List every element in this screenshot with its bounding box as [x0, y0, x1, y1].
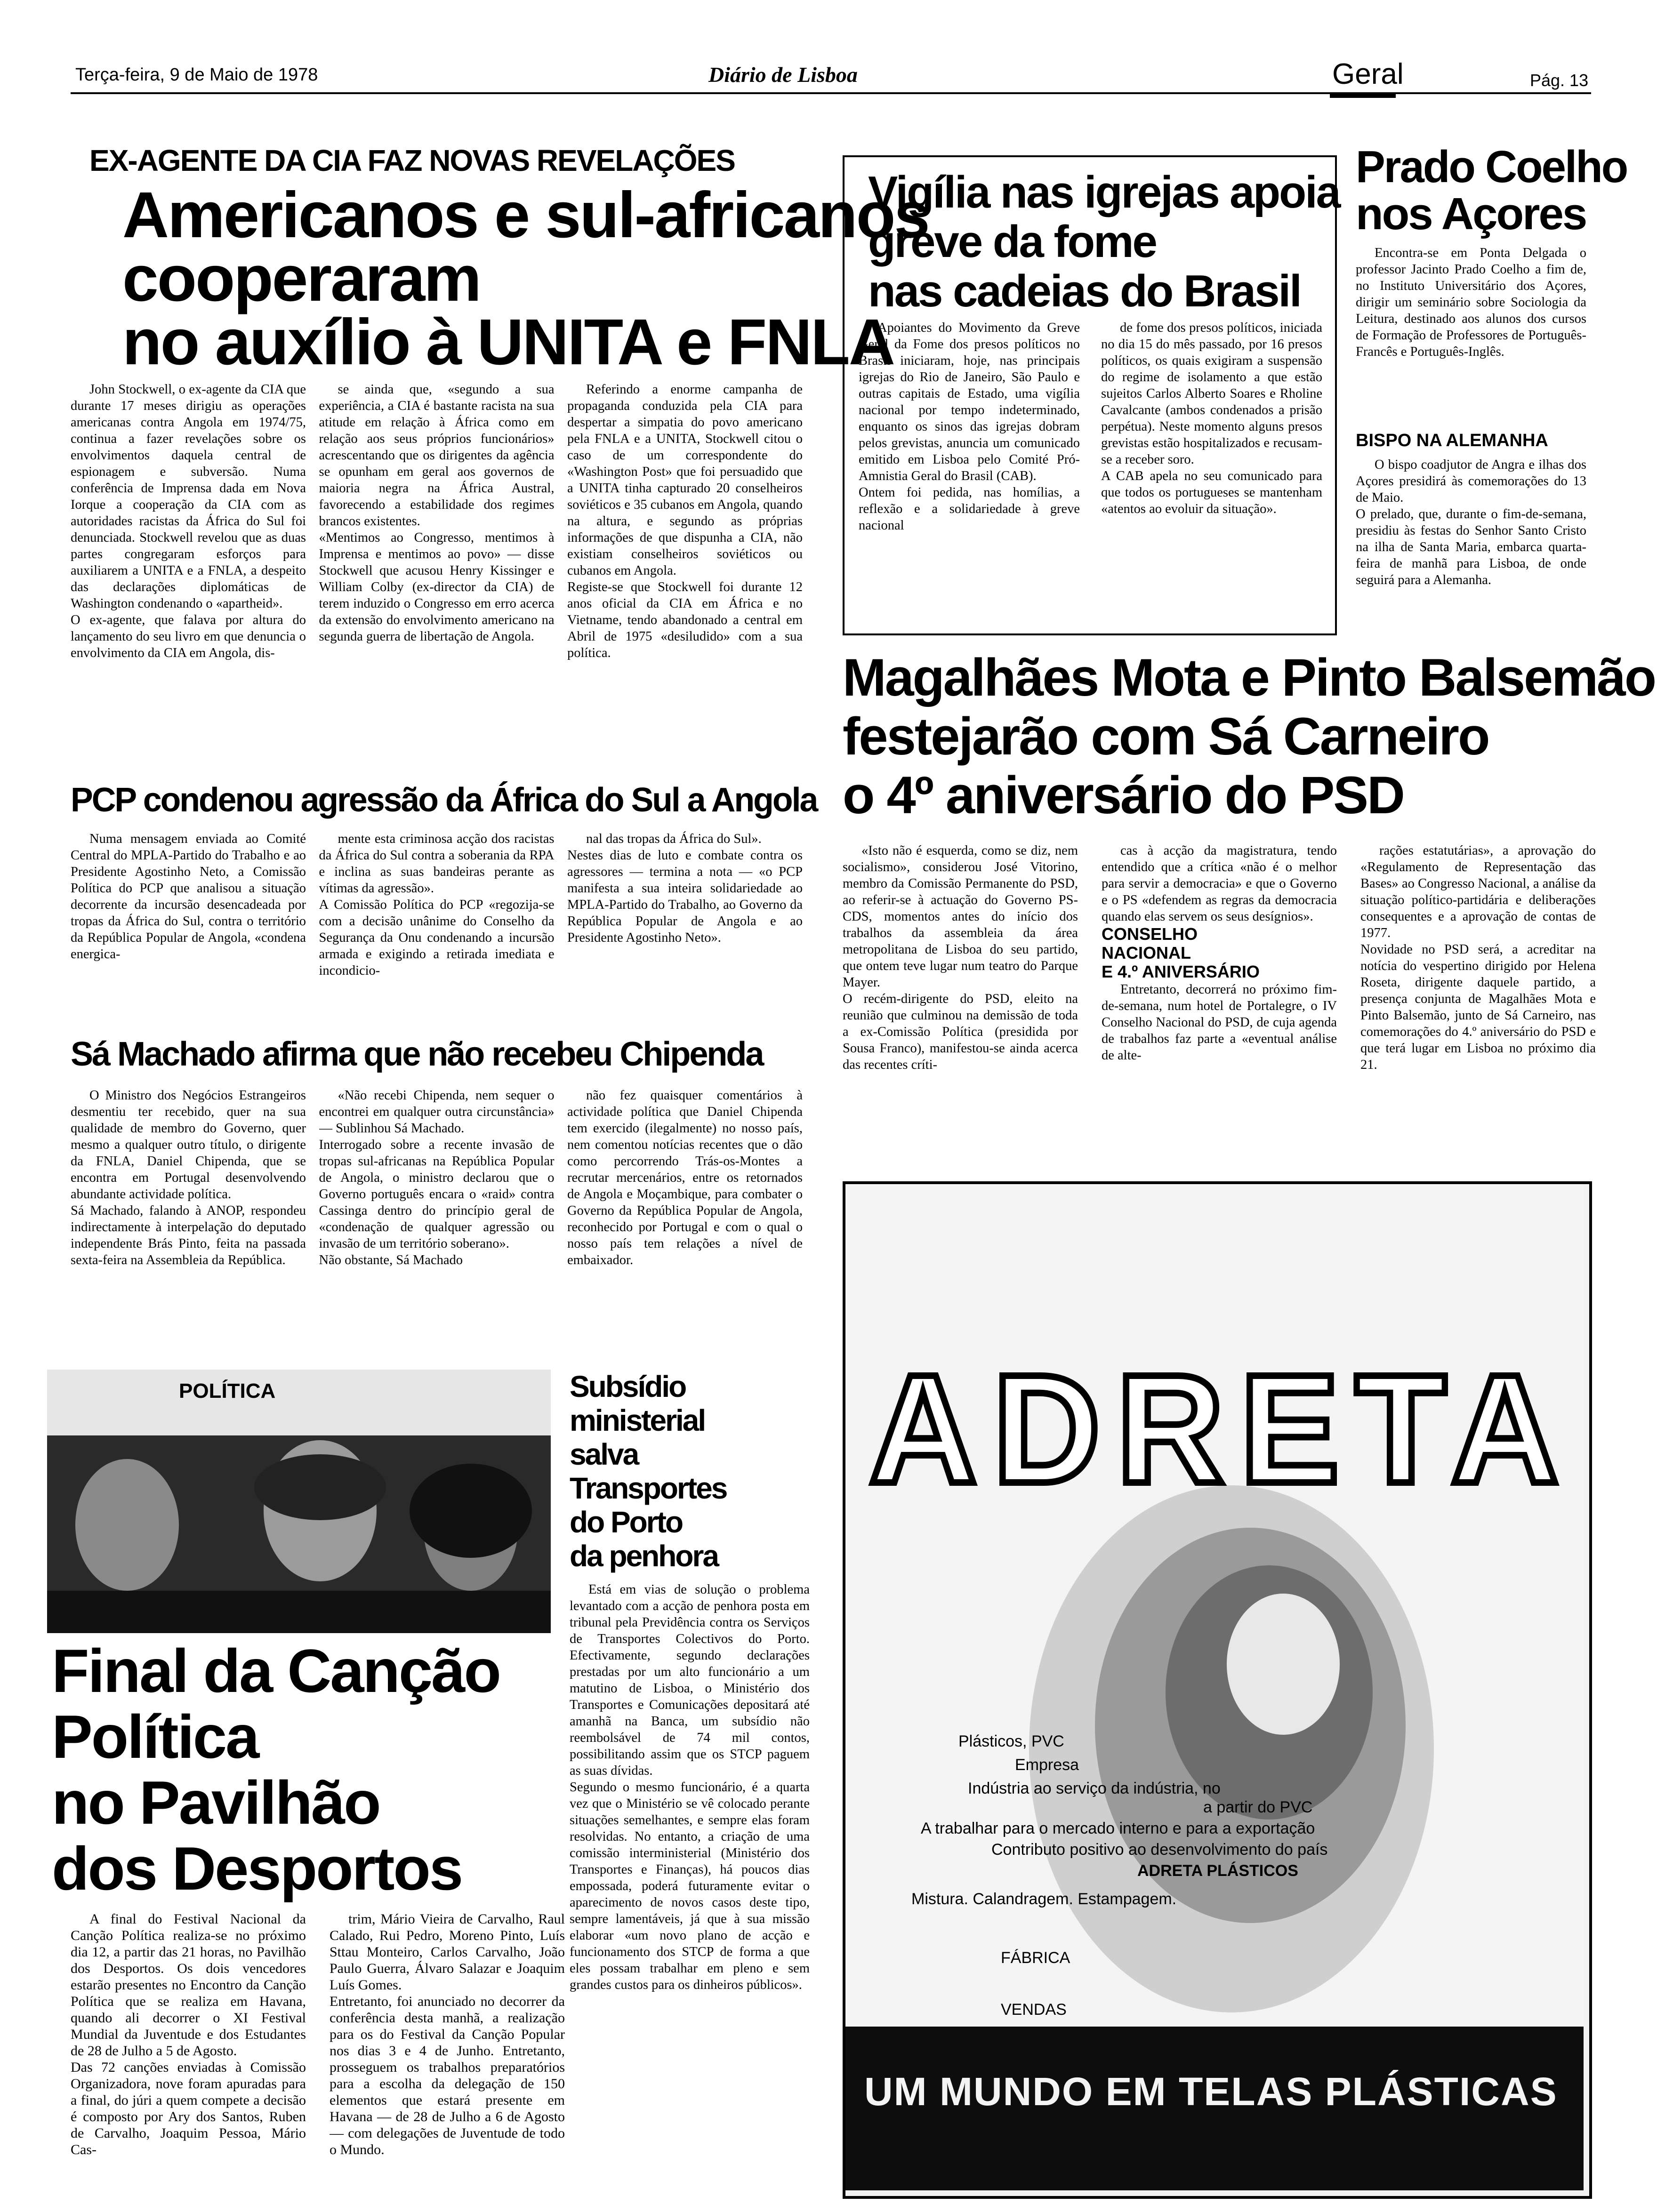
column [1102, 842, 1337, 1170]
article-body [843, 842, 1596, 1170]
headline-line3: salva [570, 1437, 638, 1471]
column [1360, 842, 1596, 1170]
column [71, 1087, 306, 1358]
headline-line2: cooperaram [122, 242, 480, 315]
headline: PCP condenou agressão da África do Sul a Angola [71, 781, 817, 819]
headline-line2: greve da fome [868, 216, 1156, 267]
article-prado [1356, 142, 1627, 673]
column [319, 831, 555, 1019]
headline-line3: no Pavilhão [52, 1768, 380, 1837]
article-body [71, 1911, 565, 2203]
press-conference-photo [47, 1370, 551, 1633]
ad-text: VENDAS [1001, 2001, 1067, 2019]
ad-text: Contributo positivo ao desenvolvimento do país [991, 1841, 1328, 1859]
column [859, 320, 1080, 625]
article-subsidio [565, 1370, 819, 2203]
paragraph: Referindo a enorme campanha de propaganda conduzida pela CIA para despertar a simpatia do povo americano pela FNLA e a UNITA, Stockwell citou o caso de um correspondente do «Washington Post» que foi persuadido que a UNITA tinha capturado 20 conselheiros soviéticos e 35 cubanos em Angola, quando na altura, e segundo as próprias informações de que dispunha a CIA, não existiam conselheiros soviéticos ou cubanos em Angola. Registe-se que Stockwell foi durante 12 anos oficial da CIA em África e no Vietname, tendo abandonado a central em Abril de 1975 «desiludido» com a sua política. [567, 382, 803, 660]
headline-line1: Americanos e sul-africanos [122, 179, 929, 251]
ad-text: ADRETA PLÁSTICOS [1137, 1862, 1298, 1880]
paragraph: rações estatutárias», a aprovação do «Regulamento de Representação das Bases» ao Congresso Nacional, a análise da situação político-partidária e deliberações consequentes e a aprovação de contas de 1977. Novidade no PSD será, a acreditar na notícia do vespertino dirigido por Helena Roseta, dirigente daquele partido, a presença conjunta de Magalhães Mota e Pinto Balsemão, junto de Sá Carneiro, nas comemorações do 4.º aniversário do PSD e que terá lugar em Lisboa no próximo dia 21. [1360, 843, 1596, 1072]
page-number: Pág. 13 [1530, 71, 1589, 90]
article-body [859, 320, 1322, 625]
column [330, 1911, 565, 2203]
headline-line6: da penhora [570, 1539, 718, 1573]
paragraph: Numa mensagem enviada ao Comité Central do MPLA-Partido do Trabalho e ao Presidente Agostinho Neto, a Comissão Política do PCP que analisou a situação decorrente da incursão desencadeada por tropas da África do Sul, contra o território da República Popular de Angola, «condena energica- [71, 832, 306, 962]
paragraph: John Stockwell, o ex-agente da CIA que durante 17 meses dirigiu as operações americanas contra Angola em 1974/75, continua a fazer revelações sobre os envolvimentos daquela central de espionagem e subversão. Numa conferência de Imprensa dada em Nova Iorque a cooperação da CIA com as autoridades racistas da África do Sul foi denunciada. Stockwell revelou que as duas partes congregaram esforços para auxiliarem a UNITA e a FNLA, a despeito das declarações diplomáticas de Washington condenando o «apartheid». O ex-agente, que falava por altura do lançamento do seu livro em que denuncia o envolvimento da CIA em Angola, dis- [71, 382, 306, 660]
ad-text: FÁBRICA [1001, 1949, 1070, 1967]
article-body [71, 1087, 803, 1358]
paragraph: Entretanto, decorrerá no próximo fim-de-semana, num hotel de Portalegre, o IV Conselho Nacional do PSD, de cuja agenda de trabalhos faz parte a «eventual análise de alte- [1102, 982, 1337, 1063]
headline-line1: Subsídio [570, 1370, 686, 1403]
masthead: Diário de Lisboa [708, 63, 858, 87]
column [319, 381, 555, 769]
column [71, 1911, 306, 2203]
headline-line4: dos Desportos [52, 1834, 462, 1903]
headline-line4: Transportes [570, 1471, 727, 1505]
paragraph: «Isto não é esquerda, como se diz, nem socialismo», considerou José Vitorino, membro da Comissão Permanente do PSD, ao referir-se à actuação do Governo PS-CDS, momentos antes do início dos trabalhos da assembleia da área metropolitana de Lisboa do seu partido, que ontem teve lugar num teatro do Parque Mayer. O recém-dirigente do PSD, eleito na reunião que culminou na demissão de toda a ex-Comissão Política (presidida por Sousa Franco), manifestou-se ainda acerca das recentes críti- [843, 843, 1078, 1072]
ad-slogan: UM MUNDO EM TELAS PLÁSTICAS [864, 2069, 1558, 2114]
article-pcp [71, 781, 819, 1021]
paragraph: se ainda que, «segundo a sua experiência, a CIA é bastante racista na sua atitude em relação à África como em relação aos seus próprios funcionários» acrescentando que os dirigentes da agência se opunham em geral aos governos de maioria negra na África Austral, favorecendo a estabilidade dos regimes brancos existentes. «Mentimos ao Congresso, mentimos à Imprensa e mentimos ao povo» — disse Stockwell que acusou Henry Kissinger e William Colby (ex-director da CIA) de terem induzido o Congresso em erro acerca da extensão do envolvimento americano na segunda guerra de libertação de Angola. [319, 382, 555, 644]
headline-line3: o 4º aniversário do PSD [843, 766, 1404, 825]
section-label: Geral [1332, 58, 1404, 90]
header-rule [71, 92, 1591, 94]
column [71, 381, 306, 769]
subhead: CONSELHO [1102, 924, 1198, 944]
paragraph: cas à acção da magistratura, tendo entendido que a crítica «não é o melhor para servir a democracia» e que o Governo e o PS «defendem as regras da democracia quando elas servem os seus desígnios». [1102, 843, 1337, 924]
article-body [71, 381, 803, 769]
section-underline [1330, 94, 1396, 98]
paragraph: de fome dos presos políticos, iniciada no dia 15 do mês passado, por 16 presos políticos, os quais exigiram a suspensão do regime de isolamento a que estão sujeitos Carlos Alberto Soares e Rholine Cavalcante (ambos condenados a prisão perpétua). Neste momento alguns presos grevistas estão hospitalizados e recusam-se a receber soro. A CAB apela no seu comunicado para que todos os portugueses se mantenham «atentos ao evoluir da situação». [1101, 321, 1322, 516]
paragraph: O bispo coadjutor de Angra e ilhas dos Açores presidirá às comemorações do 13 de Maio. O prelado, que, durante o fim-de-semana, presidiu às festas do Senhor Santo Cristo na ilha de Santa Maria, embarca quarta-feira de manhã para Lisboa, de onde seguirá para a Alemanha. [1356, 457, 1586, 587]
paragraph: O Ministro dos Negócios Estrangeiros desmentiu ter recebido, quer na sua qualidade de membro do Governo, quer mesmo a qualquer outro título, o dirigente da FNLA, Daniel Chipenda, que se encontra em Portugal desenvolvendo abundante actividade política. Sá Machado, falando à ANOP, respondeu indirectamente à interpelação do deputado independente Brás Pinto, feita na passada sexta-feira na Assembleia da República. [71, 1088, 306, 1267]
column [567, 381, 803, 769]
ad-text: a partir do PVC [1203, 1798, 1313, 1816]
article-body [71, 831, 803, 1019]
ad-artwork [845, 1184, 1584, 2190]
article-cia [71, 136, 929, 769]
paragraph: Apoiantes do Movimento da Greve Geral da Fome dos presos políticos no Brasil iniciaram, hoje, nas principais igrejas do Rio de Janeiro, São Paulo e outras capitais de Estado, uma vigília nacional por tempo indeterminado, enquanto os sinos das igrejas dobram pelos grevistas, anuncia um comunicado emitido em Lisboa pelo Comité Pró-Amnistia Geral do Brasil (CAB). Ontem foi pedida, nas homílias, a reflexão e a solidariedade à greve nacional [859, 321, 1080, 533]
subhead: BISPO NA ALEMANHA [1356, 431, 1548, 450]
photo-caption: POLÍTICA [179, 1379, 276, 1403]
paragraph: não fez quaisquer comentários à actividade política que Daniel Chipenda tem exercido (ilegalmente) no nosso país, nem comentou notícias recentes que o dão como percorrendo Trás-os-Montes a recrutar mercenários, entre os retornados de Angola e Moçambique, para combater o Governo da República Popular de Angola, reconhecido por Portugal e com o qual o nosso país tem relações a nível de embaixador. [567, 1088, 803, 1267]
paragraph: Está em vias de solução o problema levantado com a acção de penhora posta em tribunal pela Previdência contra os Serviços de Transportes Colectivos do Porto. Efectivamente, segundo declarações prestadas por um alto funcionário a um matutino de Lisboa, o Ministério dos Transportes e Comunicações depositará até amanhã na Banca, um subsídio não reembolsável de 74 mil contos, possibilitando assim que os STCP paguem as suas dívidas. Segundo o mesmo funcionário, é a quarta vez que o Ministério se vê colocado perante situações semelhantes, e sempre elas foram resolvidas. No entanto, a criação de uma comissão interministerial (Ministério dos Transportes e Finanças), há poucos dias empossada, poderá futuramente evitar o aparecimento de novos casos deste tipo, sempre lamentáveis, já que à sua missão elaborar «um novo plano de acção e funcionamento dos STCP de forma a que eles possam trabalhar em pleno e sem grandes custos para os dinheiros públicos». [570, 1582, 810, 1992]
advertisement [843, 1181, 1592, 2199]
ad-text: Empresa [1015, 1756, 1079, 1774]
headline-line2: nos Açores [1356, 189, 1586, 239]
headline-line1: Prado Coelho [1356, 142, 1627, 192]
paragraph: Encontra-se em Ponta Delgada o professor Jacinto Prado Coelho a fim de, no Instituto Universitário dos Açores, dirigir um seminário sobre Sociologia da Leitura, destinado aos alunos dos cursos de Formação de Professores de Português-Francês e Português-Inglês. [1356, 246, 1586, 359]
column [319, 1087, 555, 1358]
column [567, 1087, 803, 1358]
article-body-2 [1356, 457, 1586, 673]
ad-text: Indústria ao serviço da indústria, no [968, 1779, 1221, 1797]
ad-text: Mistura. Calandragem. Estampagem. [911, 1890, 1177, 1908]
column [567, 831, 803, 1019]
headline: Sá Machado afirma que não recebeu Chipenda [71, 1035, 763, 1073]
paragraph: trim, Mário Vieira de Carvalho, Raul Calado, Rui Pedro, Moreno Pinto, Luís Sttau Monteiro, Carlos Carvalho, João Paulo Guerra, Álvaro Salazar e Joaquim Luís Gomes. Entretanto, foi anunciado no decorrer da conferência desta manhã, a realização para os do Festival da Canção Popular nos dias 3 e 4 de Junho. Entretanto, prosseguem os trabalhos preparatórios para a escolha da delegação de 150 elementos que estará presente em Havana — de 28 de Julho a 6 de Agosto — com delegações de Juventude de todo o Mundo. [330, 1911, 565, 2157]
article-vigilia [843, 155, 1340, 635]
headline-line1: Vigília nas igrejas apoia [868, 167, 1340, 217]
header-date: Terça-feira, 9 de Maio de 1978 [75, 65, 318, 85]
page-header [0, 0, 1657, 113]
photo-image [47, 1370, 551, 1633]
headline-line3: nas cadeias do Brasil [868, 266, 1301, 316]
article-body [570, 1581, 810, 2193]
kicker: EX-AGENTE DA CIA FAZ NOVAS REVELAÇÕES [89, 144, 735, 177]
column [843, 842, 1078, 1170]
headline-line5: do Porto [570, 1505, 683, 1539]
headline-line3: no auxílio à UNITA e FNLA [122, 306, 894, 378]
headline-line2: ministerial [570, 1403, 705, 1437]
brand-logo: ADRETA [869, 1342, 1575, 1515]
headline-line2: festejarão com Sá Carneiro [843, 707, 1489, 766]
headline-line1: Magalhães Mota e Pinto Balsemão [843, 648, 1655, 707]
article-psd [843, 648, 1655, 1170]
ad-text: Plásticos, PVC [958, 1732, 1064, 1750]
paragraph: «Não recebi Chipenda, nem sequer o encontrei em qualquer outra circunstância» — Sublinhou Sá Machado. Interrogado sobre a recente invasão de tropas sul-africanas na República Popular de Angola, o ministro declarou que o Governo português encara o «raid» contra Cassinga dentro do princípio geral de «condenação de qualquer agressão ou invasão de um território soberano». Não obstante, Sá Machado [319, 1088, 555, 1267]
article-body [1356, 245, 1586, 433]
paragraph: nal das tropas da África do Sul». Nestes dias de luto e combate contra os agressores — termina a nota — «o PCP manifesta a sua inteira solidariedade ao MPLA-Partido do Trabalho, ao Governo da República Popular de Angola e ao Presidente Agostinho Neto». [567, 832, 803, 945]
paragraph: mente esta criminosa acção dos racistas da África do Sul contra a soberania da RPA e inclina as suas bandeiras perante as vítimas da agressão». A Comissão Política do PCP «regozija-se com a decisão unânime do Conselho da Segurança da Onu condenando a incursão armada e exigindo a retirada imediata e incondicio- [319, 832, 555, 978]
paragraph: A final do Festival Nacional da Canção Política realiza-se no próximo dia 12, a partir das 21 horas, no Pavilhão dos Desportos. Os dois vencedores estarão presentes no Encontro da Canção Política que se realiza em Havana, quando ali decorrer o XI Festival Mundial da Juventude e dos Estudantes de 28 de Julho a 5 de Agosto. Das 72 canções enviadas à Comissão Organizadora, nove foram apuradas para a final, do júri a quem compete a decisão é composto por Ary dos Santos, Ruben de Carvalho, Joaquim Pessoa, Mário Cas- [71, 1911, 306, 2157]
subhead: NACIONAL [1102, 943, 1191, 962]
ad-text: A trabalhar para o mercado interno e para a exportação [921, 1819, 1315, 1837]
headline-line1: Final da Canção [52, 1636, 500, 1705]
subhead: E 4.º ANIVERSÁRIO [1102, 962, 1260, 981]
column [1101, 320, 1322, 625]
headline-line2: Política [52, 1702, 258, 1771]
article-machado [71, 1035, 819, 1360]
column [71, 831, 306, 1019]
